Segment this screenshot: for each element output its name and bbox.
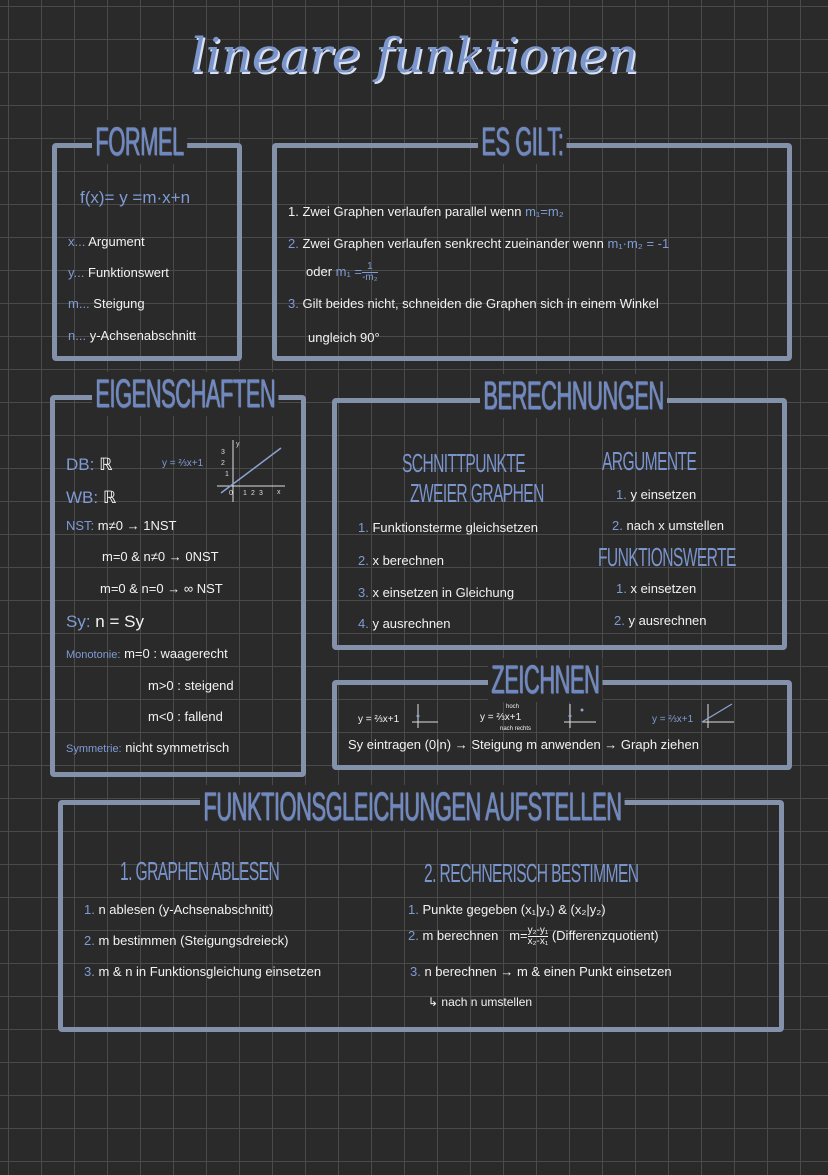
tick-x-3: 3 <box>259 490 263 497</box>
graphen-ablesen-heading: 1. GRAPHEN ABLESEN <box>120 856 280 886</box>
monotonie-3: m<0 : fallend <box>148 709 223 724</box>
tick-x-1: 1 <box>243 490 247 497</box>
schnitt-step-4: 4. y ausrechnen <box>358 616 451 631</box>
tick-y-2: 2 <box>221 460 225 467</box>
rechnerisch-step-4: ↳ nach n umstellen <box>428 995 533 1009</box>
nst-2: m=0 & n≠0 → 0NST <box>102 549 219 564</box>
axis-y-label: y <box>236 441 240 448</box>
zeichnen-eq-3: y = ⅔x+1 <box>652 714 694 725</box>
rule-3-cont: ungleich 90° <box>308 330 380 345</box>
rule-3: 3. Gilt beides nicht, schneiden die Graphen sich in einem Winkel <box>288 296 659 311</box>
schnitt-step-1: 1. Funktionsterme gleichsetzen <box>358 520 538 535</box>
def-n: n... y-Achsenabschnitt <box>68 328 196 343</box>
formula: f(x)= y =m·x+n <box>80 188 191 207</box>
zeichnen-heading: ZEICHNEN <box>488 658 603 702</box>
ablesen-step-1: 1. n ablesen (y-Achsenabschnitt) <box>84 902 274 917</box>
rechnerisch-step-3: 3. n berechnen → m & einen Punkt einsetzen <box>410 964 672 979</box>
rule-2-alt: oder m₁ = $\frac{1}{\text{-m₂}}$ <box>306 261 378 283</box>
zeichnen-eq-1: y = ⅔x+1 <box>358 714 400 725</box>
funktionswerte-heading: FUNKTIONSWERTE <box>598 542 736 572</box>
eigenschaften-heading: EIGENSCHAFTEN <box>92 372 278 416</box>
def-m: m... Steigung <box>68 296 145 311</box>
schnitt-step-2: 2. x berechnen <box>358 553 445 568</box>
def-y: y... Funktionswert <box>68 265 169 280</box>
graph-equation: y = ⅔x+1 <box>162 458 204 469</box>
mini-graph-2 <box>562 702 598 728</box>
argumente-step-2: 2. nach x umstellen <box>612 518 725 533</box>
mini-graph-3 <box>700 702 736 728</box>
berechnungen-heading: BERECHNUNGEN <box>480 374 667 418</box>
nst-1: NST: m≠0 → 1NST <box>66 518 177 533</box>
rechnerisch-heading: 2. RECHNERISCH BESTIMMEN <box>424 858 639 888</box>
tick-y-1: 1 <box>225 471 229 478</box>
db: DB: ℝ <box>66 455 113 474</box>
ablesen-step-3: 3. m & n in Funktionsgleichung einsetzen <box>84 964 322 979</box>
rule-2: 2. Zwei Graphen verlaufen senkrecht zueinander wenn m₁·m₂ = -1 <box>288 236 670 251</box>
formel-heading: FORMEL <box>92 120 187 164</box>
argumente-step-1: 1. y einsetzen <box>616 487 697 502</box>
wb: WB: ℝ <box>66 488 117 507</box>
rechnerisch-step-2: 2. m berechnen m= $\frac{\text{y₂-y₁}}{\text{x₂-x₁}}$ (Differenzquotient) <box>408 925 659 947</box>
rechts-label: nach rechts <box>500 726 532 732</box>
tick-x-0: 0 <box>229 490 233 497</box>
ablesen-step-2: 2. m bestimmen (Steigungsdreieck) <box>84 933 289 948</box>
axis-x-label: x <box>277 489 281 496</box>
rechnerisch-step-1: 1. Punkte gegeben (x₁|y₁) & (x₂|y₂) <box>408 902 606 917</box>
aufstellen-heading: FUNKTIONSGLEICHUNGEN AUFSTELLEN <box>200 785 625 829</box>
funktionswerte-step-2: 2. y ausrechnen <box>614 613 707 628</box>
mini-graph-1 <box>410 702 440 728</box>
tick-x-2: 2 <box>251 490 255 497</box>
example-graph <box>215 438 285 503</box>
tick-y-3: 3 <box>221 449 225 456</box>
schnitt-heading-1: SCHNITTPUNKTE <box>402 448 526 478</box>
zeichnen-steps: Sy eintragen (0|n) → Steigung m anwenden → Graph ziehen <box>348 737 699 752</box>
es-gilt-box <box>272 143 792 361</box>
monotonie-2: m>0 : steigend <box>148 678 234 693</box>
page-title: lineare funktionen <box>190 28 638 84</box>
nst-3: m=0 & n=0 → ∞ NST <box>100 581 223 596</box>
symmetrie: Symmetrie: nicht symmetrisch <box>66 740 230 755</box>
sy: Sy: n = Sy <box>66 612 144 631</box>
monotonie-1: Monotonie: m=0 : waagerecht <box>66 646 228 661</box>
es-gilt-heading: ES GILT: <box>478 120 567 164</box>
hoch-label: hoch <box>506 704 520 710</box>
funktionswerte-step-1: 1. x einsetzen <box>616 581 697 596</box>
zeichnen-eq-2: y = ⅔x+1 <box>480 712 522 723</box>
def-x: x... Argument <box>68 234 145 249</box>
schnitt-step-3: 3. x einsetzen in Gleichung <box>358 585 515 600</box>
rule-1: 1. Zwei Graphen verlaufen parallel wenn m₁=m₂ <box>288 204 564 219</box>
argumente-heading: ARGUMENTE <box>602 446 697 476</box>
schnitt-heading-2: ZWEIER GRAPHEN <box>410 478 544 508</box>
